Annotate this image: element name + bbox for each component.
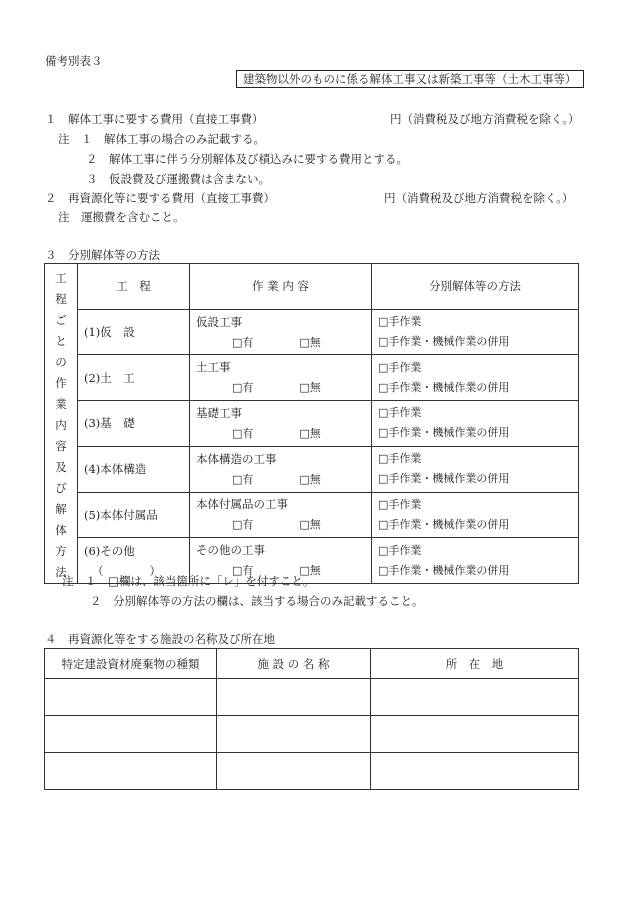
checkbox-combined[interactable]: □手作業・機械作業の併用 xyxy=(378,335,510,349)
facility-name-cell[interactable] xyxy=(217,716,371,753)
method-cell xyxy=(372,446,579,492)
section3-note-2: ２ 分別解体等の方法の欄は、該当する場合のみ記載すること。 xyxy=(90,594,424,608)
checkbox-combined[interactable]: □手作業・機械作業の併用 xyxy=(378,380,510,394)
work-name: 基礎工事 xyxy=(196,405,242,420)
header-work: 作 業 内 容 xyxy=(190,264,372,310)
checkbox-yes[interactable]: □有 xyxy=(232,381,254,395)
work-cell xyxy=(190,309,372,355)
process-side-label: 工 程 ご と の 作 業 内 容 及 び 解 体 方 法 xyxy=(45,264,78,584)
section4-title: ４ 再資源化等をする施設の名称及び所在地 xyxy=(45,632,275,646)
method-cell xyxy=(372,492,579,538)
checkbox-no[interactable]: □無 xyxy=(299,426,321,440)
location-cell[interactable] xyxy=(371,716,579,753)
table-row xyxy=(45,679,579,716)
facility-name-cell[interactable] xyxy=(217,753,371,790)
checkbox-no[interactable]: □無 xyxy=(299,564,321,578)
recycling-facility-table xyxy=(44,648,579,790)
table-row xyxy=(45,355,579,401)
work-cell xyxy=(190,401,372,447)
section1-note-1: 注 １ 解体工事の場合のみ記載する。 xyxy=(58,132,265,146)
table-row xyxy=(45,492,579,538)
header-facility-name: 施 設 の 名 称 xyxy=(217,649,371,679)
checkbox-combined[interactable]: □手作業・機械作業の併用 xyxy=(378,426,510,440)
work-name: 本体構造の工事 xyxy=(196,451,277,466)
table-row xyxy=(45,309,579,355)
process-name: (1)仮 設 xyxy=(78,309,190,355)
category-box: 建築物以外のものに係る解体工事又は新築工事等（土木工事等） xyxy=(236,70,584,88)
process-name: (5)本体付属品 xyxy=(78,492,190,538)
checkbox-manual[interactable]: □手作業 xyxy=(378,452,422,466)
header-method: 分別解体等の方法 xyxy=(372,264,579,310)
work-cell xyxy=(190,492,372,538)
section1-unit: 円（消費税及び地方消費税を除く。） xyxy=(390,112,580,126)
separation-method-table xyxy=(44,263,579,584)
checkbox-yes[interactable]: □有 xyxy=(232,518,254,532)
appendix-label: 備考別表３ xyxy=(45,54,103,68)
checkbox-no[interactable]: □無 xyxy=(299,518,321,532)
checkbox-yes[interactable]: □有 xyxy=(232,564,254,578)
table-row xyxy=(45,716,579,753)
checkbox-manual[interactable]: □手作業 xyxy=(378,497,422,511)
section1-note-3: ３ 仮設費及び運搬費は含まない。 xyxy=(86,172,270,186)
process-name: (2)土 工 xyxy=(78,355,190,401)
checkbox-manual[interactable]: □手作業 xyxy=(378,315,422,329)
section3-note-1: 注 １ □欄は、該当箇所に「レ」を付すこと。 xyxy=(62,574,315,588)
method-cell xyxy=(372,309,579,355)
checkbox-combined[interactable]: □手作業・機械作業の併用 xyxy=(378,517,510,531)
process-other-blank[interactable]: （ ） xyxy=(92,563,161,578)
method-cell xyxy=(372,355,579,401)
header-process: 工 程 xyxy=(78,264,190,310)
work-name: その他の工事 xyxy=(196,543,265,558)
work-cell xyxy=(190,446,372,492)
facility-name-cell[interactable] xyxy=(217,679,371,716)
section2-note: 注 運搬費を含むこと。 xyxy=(58,210,185,224)
checkbox-combined[interactable]: □手作業・機械作業の併用 xyxy=(378,563,510,577)
checkbox-no[interactable]: □無 xyxy=(299,335,321,349)
method-cell xyxy=(372,401,579,447)
header-location: 所 在 地 xyxy=(371,649,579,679)
location-cell[interactable] xyxy=(371,753,579,790)
section1-note-2: ２ 解体工事に伴う分別解体及び積込みに要する費用とする。 xyxy=(86,152,408,166)
table-row xyxy=(45,753,579,790)
header-waste-type: 特定建設資材廃棄物の種類 xyxy=(45,649,217,679)
waste-type-cell[interactable] xyxy=(45,679,217,716)
section2-unit: 円（消費税及び地方消費税を除く。） xyxy=(384,191,574,205)
process-name: (3)基 礎 xyxy=(78,401,190,447)
work-name: 本体付属品の工事 xyxy=(196,497,288,512)
table-row xyxy=(45,401,579,447)
checkbox-no[interactable]: □無 xyxy=(299,381,321,395)
section2-title: ２ 再資源化等に要する費用（直接工事費） xyxy=(45,191,275,205)
section3-title: ３ 分別解体等の方法 xyxy=(45,248,160,262)
work-cell xyxy=(190,355,372,401)
checkbox-manual[interactable]: □手作業 xyxy=(378,406,422,420)
checkbox-no[interactable]: □無 xyxy=(299,472,321,486)
waste-type-cell[interactable] xyxy=(45,716,217,753)
process-name: (6)その他 xyxy=(84,543,135,558)
table-row xyxy=(45,446,579,492)
work-name: 仮設工事 xyxy=(196,314,242,329)
waste-type-cell[interactable] xyxy=(45,753,217,790)
checkbox-combined[interactable]: □手作業・機械作業の併用 xyxy=(378,472,510,486)
section1-title: １ 解体工事に要する費用（直接工事費） xyxy=(45,112,264,126)
location-cell[interactable] xyxy=(371,679,579,716)
checkbox-yes[interactable]: □有 xyxy=(232,335,254,349)
checkbox-yes[interactable]: □有 xyxy=(232,472,254,486)
work-name: 土工事 xyxy=(196,360,231,375)
process-name: (4)本体構造 xyxy=(78,446,190,492)
checkbox-yes[interactable]: □有 xyxy=(232,426,254,440)
checkbox-manual[interactable]: □手作業 xyxy=(378,543,422,557)
method-cell xyxy=(372,538,579,584)
checkbox-manual[interactable]: □手作業 xyxy=(378,360,422,374)
